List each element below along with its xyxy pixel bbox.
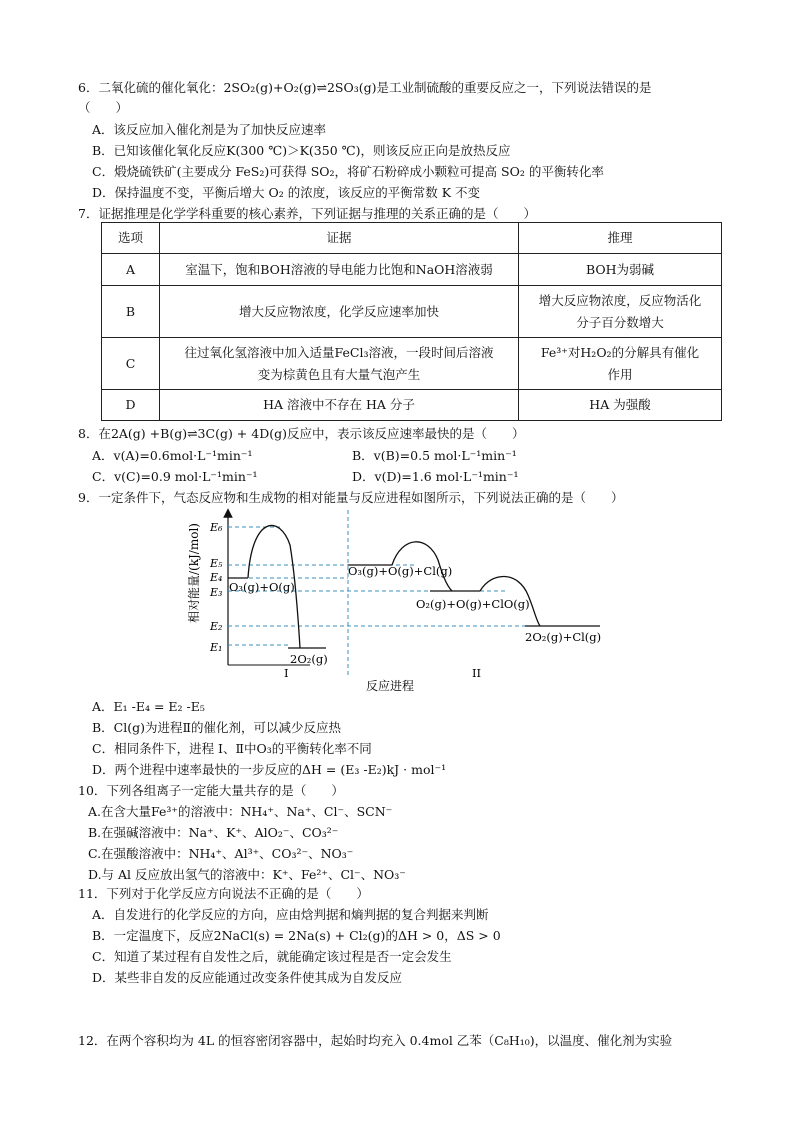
- q10-option-b: B.在强碱溶液中：Na⁺、K⁺、AlO₂⁻、CO₃²⁻: [88, 825, 339, 840]
- cell-line: HA 为强酸: [589, 397, 651, 412]
- table-cell-inference: [519, 254, 722, 286]
- q11-option-d: D．某些非自发的反应能通过改变条件使其成为自发反应: [92, 970, 403, 985]
- q9-option-c: C．相同条件下，进程 Ⅰ、Ⅱ中O₃的平衡转化率不同: [92, 741, 372, 756]
- cell-line: HA 溶液中不存在 HA 分子: [263, 397, 415, 412]
- table-cell-option: C: [102, 338, 160, 390]
- q8-option-a: A．v(A)=0.6mol·L⁻¹min⁻¹: [92, 448, 253, 463]
- y-axis-label: 相对能量/(kJ/mol): [187, 523, 201, 623]
- q10-option-c: C.在强酸溶液中：NH₄⁺、Al³⁺、CO₃²⁻、NO₃⁻: [88, 846, 354, 861]
- level-label: E₅: [210, 557, 223, 570]
- species-label: 2O₂(g)+Cl(g): [525, 630, 602, 644]
- table-cell-inference: [519, 286, 722, 338]
- cell-line: 室温下，饱和BOH溶液的导电能力比饱和NaOH溶液弱: [185, 261, 493, 277]
- q6-option-c: C．煅烧硫铁矿(主要成分 FeS₂)可获得 SO₂，将矿石粉碎成小颗粒可提高 SO₂ 的平衡转化率: [92, 164, 604, 179]
- species-label: O₃(g)+O(g)+Cl(g): [348, 564, 453, 578]
- energy-diagram: [180, 505, 620, 695]
- q9-stem: 9．一定条件下，气态反应物和生成物的相对能量与反应进程如图所示，下列说法正确的是（ ）: [78, 490, 624, 505]
- x-axis-label: 反应进程: [366, 679, 415, 693]
- q8-option-d: D．v(D)=1.6 mol·L⁻¹min⁻¹: [352, 469, 519, 484]
- cell-line: 作用: [607, 366, 633, 382]
- q10-stem: 10．下列各组离子一定能大量共存的是（ ）: [78, 783, 344, 798]
- process-label-i: I: [284, 666, 289, 680]
- q6-bracket: （ ）: [78, 100, 129, 115]
- q8-option-b: B．v(B)=0.5 mol·L⁻¹min⁻¹: [352, 448, 517, 463]
- process-label-ii: II: [472, 666, 482, 680]
- level-label: E₄: [210, 571, 223, 584]
- q12-stem: 12．在两个容积均为 4L 的恒容密闭容器中，起始时均充入 0.4mol 乙苯（C₈H₁₀)，以温度、催化剂为实验: [78, 1033, 673, 1048]
- q9-option-d: D．两个进程中速率最快的一步反应的ΔH = (E₃ -E₂)kJ · mol⁻¹: [92, 762, 447, 777]
- q11-option-c: C．知道了某过程有自发性之后，就能确定该过程是否一定会发生: [92, 949, 452, 964]
- table-header: 证据: [160, 223, 519, 254]
- level-label: E₃: [210, 586, 223, 599]
- q6-stem: 6．二氧化硫的催化氧化：2SO₂(g)+O₂(g)⇌2SO₃(g)是工业制硫酸的重要反应之一，下列说法错误的是: [78, 80, 652, 95]
- cell-line: Fe³⁺对H₂O₂的分解具有催化: [540, 344, 700, 360]
- table-cell-evidence: [160, 338, 519, 390]
- q10-option-d: D.与 Al 反应放出氢气的溶液中：K⁺、Fe²⁺、Cl⁻、NO₃⁻: [88, 867, 406, 882]
- cell-line: BOH为弱碱: [585, 261, 655, 277]
- table-cell-evidence: [160, 390, 519, 421]
- species-label: O₂(g)+O(g)+ClO(g): [416, 597, 530, 611]
- level-label: E₁: [210, 641, 223, 654]
- cell-line: 增大反应物浓度，化学反应速率加快: [238, 303, 439, 319]
- level-label: E₂: [210, 620, 223, 633]
- table-cell-evidence: [160, 254, 519, 286]
- table-row: [102, 254, 722, 286]
- q9-option-a: A．E₁ -E₄ = E₂ -E₅: [92, 699, 205, 714]
- q9-option-b: B．Cl(g)为进程Ⅱ的催化剂，可以减少反应热: [92, 720, 341, 735]
- q11-stem: 11．下列对于化学反应方向说法不正确的是（ ）: [78, 886, 369, 901]
- q6-option-b: B．已知该催化氧化反应K(300 ℃)＞K(350 ℃)，则该反应正向是放热反应: [92, 143, 511, 158]
- table-row: [102, 338, 722, 390]
- q11-option-a: A．自发进行的化学反应的方向，应由焓判据和熵判据的复合判据来判断: [92, 907, 489, 922]
- table-cell-evidence: [160, 286, 519, 338]
- table-cell-option: D: [102, 390, 160, 421]
- table-cell-inference: [519, 338, 722, 390]
- q6-option-a: A．该反应加入催化剂是为了加快反应速率: [92, 122, 327, 137]
- cell-line: 往过氧化氢溶液中加入适量FeCl₃溶液，一段时间后溶液: [184, 344, 494, 360]
- table-header-row: [102, 223, 722, 254]
- table-cell-inference: [519, 390, 722, 421]
- species-label: 2O₂(g): [290, 652, 328, 666]
- table-row: [102, 286, 722, 338]
- table-cell-option: A: [102, 254, 160, 286]
- table-cell-option: B: [102, 286, 160, 338]
- table-header: 推理: [519, 223, 722, 254]
- cell-line: 增大反应物浓度，反应物活化: [538, 292, 702, 308]
- cell-line: 分子百分数增大: [576, 314, 664, 330]
- table-row: [102, 390, 722, 421]
- q8-stem: 8．在2A(g) +B(g)⇌3C(g) + 4D(g)反应中，表示该反应速率最快的是（ ）: [78, 426, 525, 441]
- q11-option-b: B．一定温度下，反应2NaCl(s) = 2Na(s) + Cl₂(g)的ΔH > 0，ΔS > 0: [92, 928, 501, 943]
- q6-option-d: D．保持温度不变，平衡后增大 O₂ 的浓度，该反应的平衡常数 K 不变: [92, 185, 481, 200]
- q10-option-a: A.在含大量Fe³⁺的溶液中：NH₄⁺、Na⁺、Cl⁻、SCN⁻: [88, 804, 393, 819]
- q8-option-c: C．v(C)=0.9 mol·L⁻¹min⁻¹: [92, 469, 258, 484]
- level-label: E₆: [210, 521, 223, 534]
- cell-line: 变为棕黄色且有大量气泡产生: [257, 366, 421, 382]
- species-label: O₃(g)+O(g): [229, 580, 295, 594]
- q7-table: [101, 222, 722, 421]
- q7-stem: 7．证据推理是化学学科重要的核心素养，下列证据与推理的关系正确的是（ ）: [78, 206, 536, 221]
- table-header: 选项: [102, 223, 160, 254]
